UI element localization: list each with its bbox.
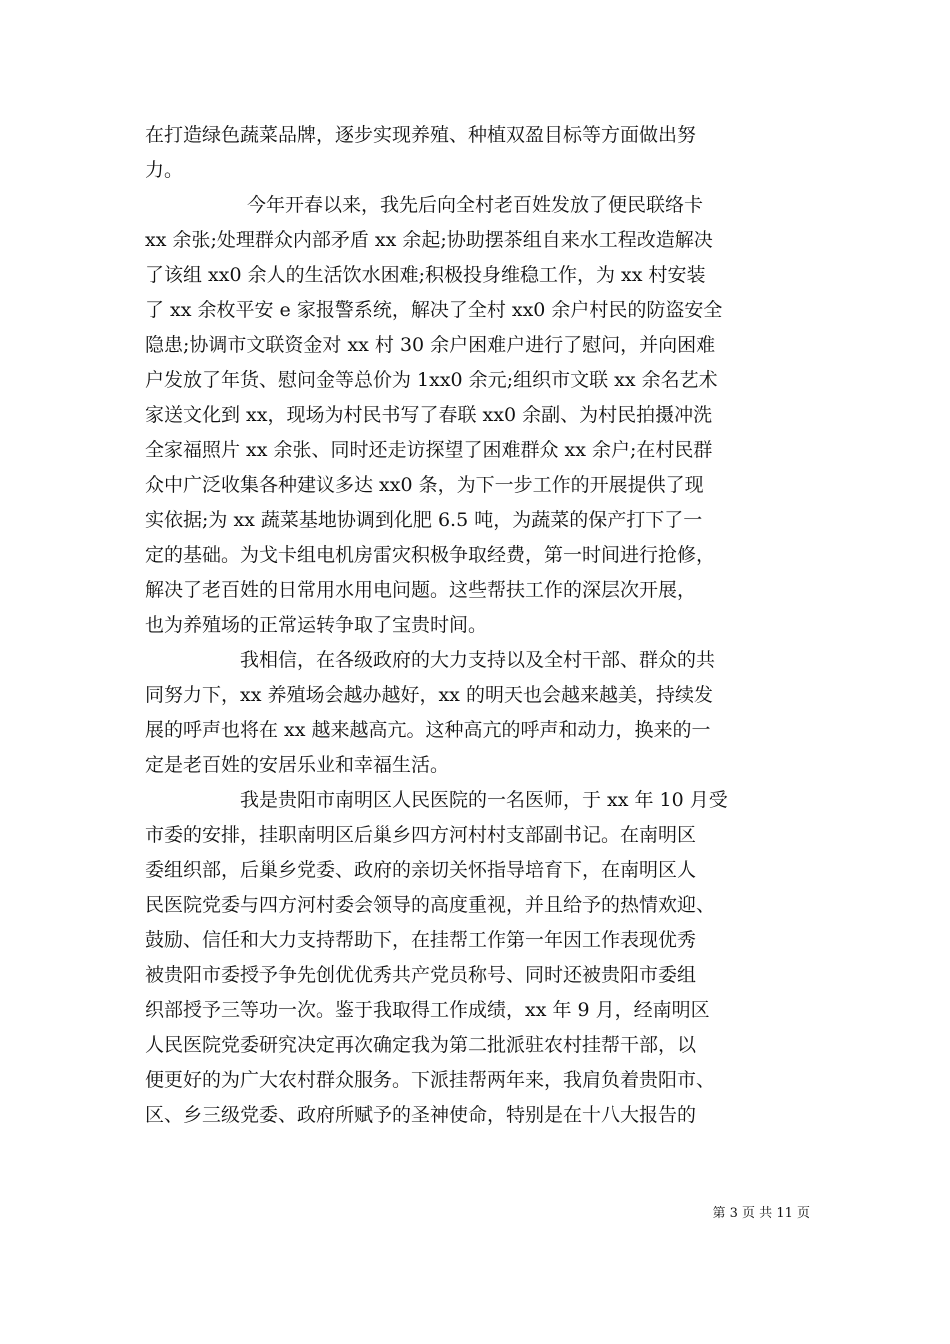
- page-number-footer: 第 3 页 共 11 页: [712, 1206, 810, 1221]
- text-line: 展的呼声也将在 xx 越来越高亢。这种高亢的呼声和动力，换来的一: [145, 719, 711, 741]
- text-line: 家送文化到 xx，现场为村民书写了春联 xx0 余副、为村民拍摄冲洗: [145, 404, 713, 426]
- text-line: 也为养殖场的正常运转争取了宝贵时间。: [145, 614, 488, 636]
- text-line: 定的基础。为戈卡组电机房雷灾积极争取经费，第一时间进行抢修，: [145, 544, 716, 566]
- text-line: 区、乡三级党委、政府所赋予的圣神使命，特别是在十八大报告的: [145, 1104, 697, 1126]
- text-line: 织部授予三等功一次。鉴于我取得工作成绩，xx 年 9 月，经南明区: [145, 999, 710, 1021]
- text-line: 民医院党委与四方河村委会领导的高度重视，并且给予的热情欢迎、: [145, 894, 716, 916]
- text-line: 便更好的为广大农村群众服务。下派挂帮两年来，我肩负着贵阳市、: [145, 1069, 716, 1091]
- text-line: 在打造绿色蔬菜品牌，逐步实现养殖、种植双盈目标等方面做出努: [145, 124, 697, 146]
- text-line: 隐患;协调市文联资金对 xx 村 30 余户困难户进行了慰问，并向困难: [145, 334, 716, 356]
- paragraph-start-line: 我相信，在各级政府的大力支持以及全村干部、群众的共: [240, 649, 716, 671]
- text-line: 实依据;为 xx 蔬菜基地协调到化肥 6.5 吨，为蔬菜的保产打下了一: [145, 509, 703, 531]
- text-line: 人民医院党委研究决定再次确定我为第二批派驻农村挂帮干部，以: [145, 1034, 697, 1056]
- text-line: 解决了老百姓的日常用水用电问题。这些帮扶工作的深层次开展，: [145, 579, 697, 601]
- text-line: 同努力下，xx 养殖场会越办越好，xx 的明天也会越来越美，持续发: [145, 684, 713, 706]
- text-line: 委组织部，后巢乡党委、政府的亲切关怀指导培育下，在南明区人: [145, 859, 697, 881]
- text-line: 全家福照片 xx 余张、同时还走访探望了困难群众 xx 余户;在村民群: [145, 439, 713, 461]
- text-line: 被贵阳市委授予争先创优优秀共产党员称号、同时还被贵阳市委组: [145, 964, 697, 986]
- text-line: 力。: [145, 159, 184, 181]
- text-line: 市委的安排，挂职南明区后巢乡四方河村村支部副书记。在南明区: [145, 824, 697, 846]
- text-line: 了该组 xx0 余人的生活饮水困难;积极投身维稳工作，为 xx 村安装: [145, 264, 706, 286]
- paragraph-start-line: 我是贵阳市南明区人民医院的一名医师，于 xx 年 10 月受: [240, 789, 728, 811]
- document-body: [145, 118, 807, 1133]
- paragraph-start-line: 今年开春以来，我先后向全村老百姓发放了便民联络卡: [247, 194, 704, 216]
- text-line: 户发放了年货、慰问金等总价为 1xx0 余元;组织市文联 xx 余名艺术: [145, 369, 718, 391]
- text-line: 定是老百姓的安居乐业和幸福生活。: [145, 754, 450, 776]
- text-line: 鼓励、信任和大力支持帮助下，在挂帮工作第一年因工作表现优秀: [145, 929, 697, 951]
- text-line: 了 xx 余枚平安 e 家报警系统，解决了全村 xx0 余户村民的防盗安全: [145, 299, 723, 321]
- text-line: 众中广泛收集各种建议多达 xx0 条，为下一步工作的开展提供了现: [145, 474, 704, 496]
- text-line: xx 余张;处理群众内部矛盾 xx 余起;协助摆茶组自来水工程改造解决: [145, 229, 713, 251]
